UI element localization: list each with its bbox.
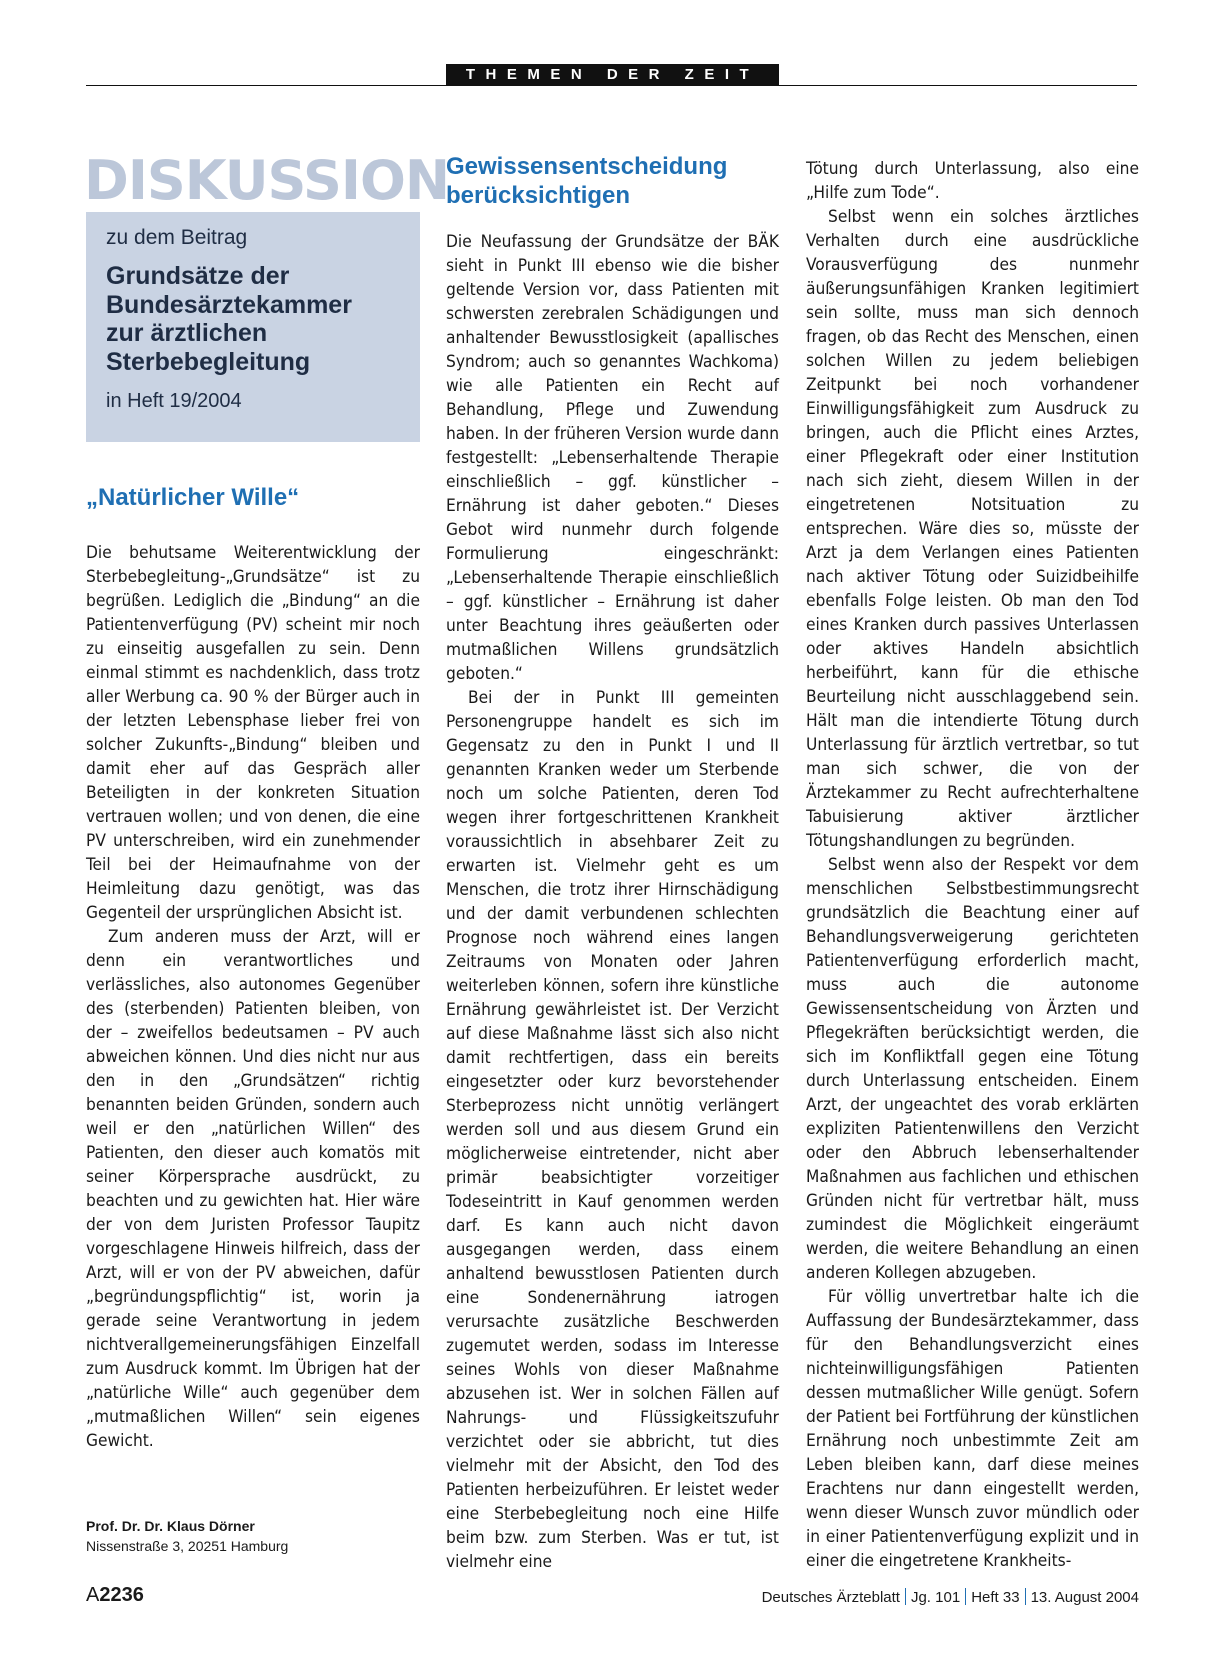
letter2-heading: Gewissensentscheidung berücksichtigen <box>446 153 728 209</box>
reference-box <box>86 212 420 442</box>
footer-divider <box>1025 1588 1026 1605</box>
letter2-paragraph: Für völlig unvertretbar halte ich die Auffassung der Bundesärztekammer, dass für den Behandlungsverzicht eines nichteinwilligungsfähigen Patienten dessen mutmaßlicher Wille genügt. Sofern der Patient bei Fortführung der künstlichen Ernährung noch unbestimmte Zeit am Leben bleiben kann, darf diese meines Erachtens nur dann eingestellt werden, wenn dieser Wunsch zuvor mündlich oder in einer Patientenverfügung explizit und in einer die eingetretene Krankheits- <box>806 1287 1139 1571</box>
letter1-body <box>86 541 420 1453</box>
letter2-body <box>446 230 779 1574</box>
section-banner: THEMEN DER ZEIT <box>446 64 779 86</box>
page-prefix: A <box>86 1584 100 1606</box>
footer-divider <box>965 1588 966 1605</box>
letter1-paragraph: Die behutsame Weiterentwicklung der Sterbebegleitung-„Grundsätze“ ist zu begrüßen. Lediglich die „Bindung“ an die Patientenverfügung (PV) scheint mir noch zu einseitig ausgefallen zu sein. Denn einmal stimmt es nachdenklich, dass trotz aller Werbung ca. 90 % der Bürger auch in der letzten Lebensphase lieber frei von solcher Zukunfts-„Bindung“ bleiben und damit eher auf das Gespräch aller Beteiligten in der konkreten Situation vertrauen wollen; und von denen, die eine PV unterschreiben, wird ein zunehmender Teil bei der Heimaufnahme von der Heimleitung dazu genötigt, was das Gegenteil der ursprünglichen Absicht ist. <box>86 543 420 923</box>
letter2-paragraph: Bei der in Punkt III gemeinten Personengruppe handelt es sich im Gegensatz zu den in Punkt I und II genannten Kranken weder um Sterbende noch um solche Patienten, deren Tod wegen ihrer fortgeschrittenen Krankheit voraussichtlich in absehbarer Zeit zu erwarten ist. Vielmehr geht es um Menschen, die trotz ihrer Hirnschädigung und der damit verbundenen schlechten Prognose noch während eines langen Zeitraums von Monaten oder Jahren weiterleben können, sofern ihre künstliche Ernährung gewährleistet ist. Der Verzicht auf diese Maßnahme lässt sich also nicht damit rechtfertigen, dass ein bereits eingesetzter oder kurz bevorstehender Sterbeprozess nicht unnötig verlängert werden soll und aus diesem Grund ein möglicherweise eintretender, nicht aber primär beabsichtigter vorzeitiger Todeseintritt in Kauf genommen werden darf. Es kann auch nicht davon ausgegangen werden, dass einem anhaltend bewusstlosen Patienten durch eine Sondenernährung iatrogen verursachte zusätzliche Beschwerden zugemutet werden, sodass im Interesse seines Wohls von dieser Maßnahme abzusehen ist. Wer in solchen Fällen auf Nahrungs- und Flüssigkeitszufuhr verzichtet oder sie abbricht, tut dies vielmehr mit der Absicht, den Tod des Patienten herbeizuführen. Er leistet weder eine Sterbebegleitung noch eine Hilfe beim bzw. zum Sterben. Was er tut, ist vielmehr eine <box>446 688 779 1572</box>
journal-footer <box>762 1588 1139 1606</box>
page-number-value: 2236 <box>99 1584 144 1606</box>
discussion-label: DISKUSSION <box>84 149 450 212</box>
letter1-paragraph: Zum anderen muss der Arzt, will er denn ein verantwortliches und verlässliches, also autonomes Gegenüber des (sterbenden) Patienten bleiben, von der – zweifellos bedeutsamen – PV auch abweichen können. Und dies nicht nur aus den in den „Grundsätzen“ richtig benannten beiden Gründen, sondern auch weil er den „natürlichen Willen“ des Patienten, den dieser auch komatös mit seiner Körpersprache ausdrückt, zu beachten und zu gewichten hat. Hier wäre der von dem Juristen Professor Taupitz vorgeschlagene Hinweis hilfreich, dass der Arzt, will er von der PV abweichen, dafür „begründungspflichtig“ ist, worin ja gerade seine Verantwortung in jedem nichtverallgemeinerungsfähigen Einzelfall zum Ausdruck kommt. Im Übrigen hat der „natürliche Wille“ auch gegenüber dem „mutmaßlichen Willen“ sein eigenes Gewicht. <box>86 927 420 1451</box>
journal-date: 13. August 2004 <box>1030 1589 1139 1606</box>
letter2-paragraph: Tötung durch Unterlassung, also eine „Hilfe zum Tode“. <box>806 159 1139 203</box>
letter2-paragraph: Selbst wenn also der Respekt vor dem menschlichen Selbstbestimmungsrecht grundsätzlich die Beachtung einer auf Behandlungsverweigerung gerichteten Patientenverfügung erforderlich macht, muss auch die autonome Gewissensentscheidung von Ärzten und Pflegekräften berücksichtigt werden, die sich im Konfliktfall gegen eine Tötung durch Unterlassung entscheiden. Einem Arzt, der ungeachtet des vorab erklärten expliziten Patientenwillens den Verzicht oder den Abbruch lebenserhaltender Maßnahmen aus fachlichen und ethischen Gründen nicht für vertretbar hält, muss zumindest die Möglichkeit eingeräumt werden, die weitere Behandlung an einen anderen Kollegen abzugeben. <box>806 855 1139 1283</box>
reference-article-title: Grundsätze der Bundesärztekammer zur ärztlichen Sterbebegleitung <box>106 262 352 376</box>
journal-name: Deutsches Ärzteblatt <box>761 1589 900 1606</box>
journal-issue: Heft 33 <box>971 1589 1020 1606</box>
letter1-author: Prof. Dr. Dr. Klaus Dörner <box>86 1518 255 1534</box>
letter1-address: Nissenstraße 3, 20251 Hamburg <box>86 1538 289 1554</box>
reference-intro: zu dem Beitrag <box>106 226 248 249</box>
letter2-body-continued <box>806 157 1139 1573</box>
letter2-paragraph: Selbst wenn ein solches ärztliches Verhalten durch eine ausdrückliche Vorausverfügung des nunmehr äußerungsunfähigen Kranken legitimiert sein sollte, muss man sich dennoch fragen, ob das Recht des Menschen, einen solchen Willen zu jedem beliebigen Zeitpunkt bei noch vorhandener Einwilligungsfähigkeit zum Ausdruck zu bringen, auch die Pflicht eines Arztes, einer Pflegekraft oder einer Institution nach sich zieht, diesem Willen in der eingetretenen Notsituation zu entsprechen. Wäre dies so, müsste der Arzt ja dem Verlangen eines Patienten nach aktiver Tötung oder Suizidbeihilfe ebenfalls Folge leisten. Ob man den Tod eines Kranken durch passives Unterlassen oder aktives Handeln absichtlich herbeiführt, kann für die ethische Beurteilung nicht ausschlaggebend sein. Hält man die intendierte Tötung durch Unterlassung für ärztlich vertretbar, so tut man sich schwer, die von der Ärztekammer zu Recht aufrechterhaltene Tabuisierung aktiver ärztlicher Tötungshandlungen zu begründen. <box>806 207 1139 851</box>
reference-issue: in Heft 19/2004 <box>106 390 242 412</box>
letter1-heading: „Natürlicher Wille“ <box>86 484 300 511</box>
journal-volume: Jg. 101 <box>910 1589 961 1606</box>
page-number <box>86 1584 144 1607</box>
letter2-paragraph: Die Neufassung der Grundsätze der BÄK sieht in Punkt III ebenso wie die bisher geltende Version vor, dass Patienten mit schwersten zerebralen Schädigungen und anhaltender Bewusstlosigkeit (apallisches Syndrom; auch so genanntes Wachkoma) wie alle Patienten ein Recht auf Behandlung, Pflege und Zuwendung haben. In der früheren Version wurde dann festgestellt: „Lebenserhaltende Therapie einschließlich – ggf. künstlicher – Ernährung ist daher geboten.“ Dieses Gebot wird nunmehr durch folgende Formulierung eingeschränkt: „Lebenserhaltende Therapie einschließlich – ggf. künstlicher – Ernährung ist daher unter Beachtung ihres geäußerten oder mutmaßlichen Willens grundsätzlich geboten.“ <box>446 232 779 684</box>
footer-divider <box>905 1588 906 1605</box>
